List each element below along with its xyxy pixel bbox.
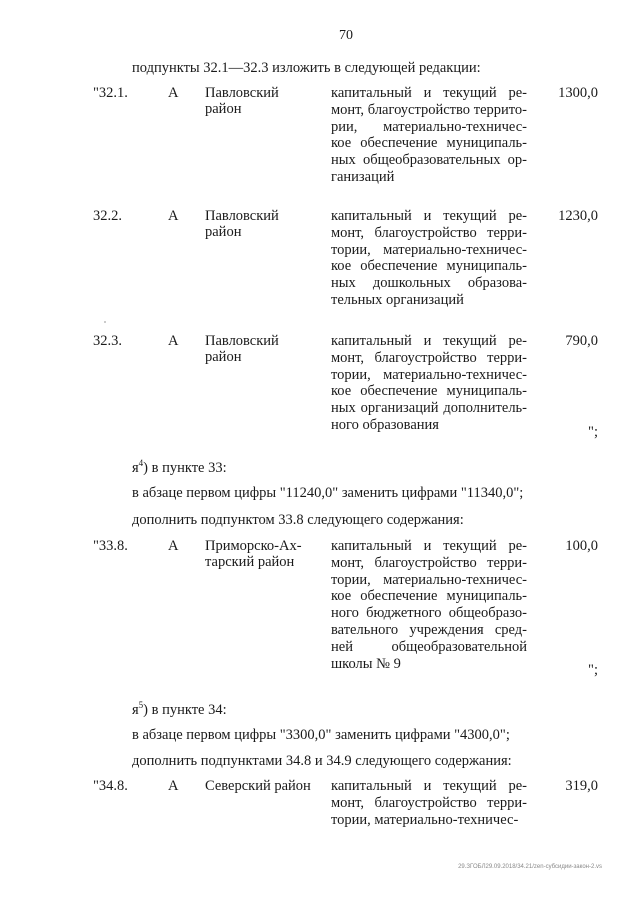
row-amount: 100,0: [565, 538, 598, 554]
section-34-line2: дополнить подпунктами 34.8 и 34.9 следующего содержания:: [132, 753, 512, 769]
description-line: монт, благоустройство терри-: [331, 349, 527, 366]
row-district: [205, 538, 302, 570]
heading-sup: 4: [138, 458, 144, 468]
description-line: кое обеспечение муниципаль-: [331, 383, 527, 400]
district-line: тарский район: [205, 554, 295, 570]
description-line: тории, материально-техничес-: [331, 366, 527, 383]
district-line: район: [205, 101, 242, 117]
row-district: [205, 85, 279, 117]
description-line: ганизаций: [331, 168, 395, 185]
description-line: монт, благоустройство терри-: [331, 224, 527, 241]
row-number: "33.8.: [93, 538, 128, 554]
section-33-line2: дополнить подпунктом 33.8 следующего содержания:: [132, 512, 464, 528]
page-number: 70: [339, 28, 353, 43]
row-amount: 1230,0: [558, 208, 598, 224]
row-district: [205, 208, 279, 240]
description-line: тельных организаций: [331, 291, 464, 308]
row-number: 32.2.: [93, 208, 122, 224]
row-description: [331, 538, 527, 672]
heading-letter: я: [132, 701, 139, 718]
district-line: Павловский: [205, 333, 279, 349]
description-line: монт, благоустройство террито-: [331, 101, 527, 118]
description-line: капитальный и текущий ре-: [331, 778, 527, 794]
row-amount: 319,0: [565, 778, 598, 794]
row-number: 32.3.: [93, 333, 122, 349]
intro-paragraph: подпункты 32.1—32.3 изложить в следующей редакции:: [132, 60, 481, 76]
description-line: ного образования: [331, 416, 439, 433]
row-category: А: [168, 538, 179, 554]
row-description: [331, 333, 527, 434]
row-amount: 790,0: [565, 333, 598, 349]
description-line: вательного учреждения сред-: [331, 621, 527, 638]
description-line: капитальный и текущий ре-: [331, 538, 527, 554]
district-line: Павловский: [205, 85, 279, 101]
description-line: монт, благоустройство терри-: [331, 554, 527, 571]
row-category: А: [168, 778, 179, 794]
row-amount: 1300,0: [558, 85, 598, 101]
row-description: [331, 85, 527, 186]
row-category: А: [168, 208, 179, 224]
description-line: капитальный и текущий ре-: [331, 85, 527, 101]
row-district: [205, 333, 279, 365]
row-district: [205, 778, 311, 794]
heading-rest: ) в пункте 33:: [143, 459, 227, 476]
closing-quote: ";: [588, 424, 598, 440]
district-line: Приморско-Ах-: [205, 538, 302, 554]
description-line: тории, материально-техничес-: [331, 811, 519, 828]
section-33-heading: [132, 458, 227, 477]
description-line: капитальный и текущий ре-: [331, 333, 527, 349]
row-number: "34.8.: [93, 778, 128, 794]
description-line: монт, благоустройство терри-: [331, 794, 527, 811]
row-category: А: [168, 85, 179, 101]
description-line: ного бюджетного общеобразо-: [331, 605, 527, 622]
scan-speck: [104, 321, 106, 323]
row-category: А: [168, 333, 179, 349]
heading-rest: ) в пункте 34:: [143, 701, 227, 718]
row-description: [331, 778, 527, 828]
description-line: ней общеобразовательной: [331, 638, 527, 655]
description-line: тории, материально-техничес-: [331, 241, 527, 258]
heading-sup: 5: [138, 700, 144, 710]
description-line: ных организаций дополнитель-: [331, 400, 527, 417]
description-line: кое обеспечение муниципаль-: [331, 258, 527, 275]
section-34-heading: [132, 700, 227, 719]
district-line: Северский район: [205, 778, 311, 794]
district-line: район: [205, 224, 242, 240]
section-33-line1: в абзаце первом цифры "11240,0" заменить цифрами "11340,0";: [132, 485, 524, 501]
district-line: район: [205, 349, 242, 365]
description-line: капитальный и текущий ре-: [331, 208, 527, 224]
footer-file-path: 29.ЗГОБЛ29.09.2018/34.21/zen-субсидии-закон-2.vs: [458, 864, 602, 870]
description-line: тории, материально-техничес-: [331, 571, 527, 588]
heading-letter: я: [132, 459, 139, 476]
description-line: рии, материально-техничес-: [331, 118, 527, 135]
row-description: [331, 208, 527, 309]
description-line: ных общеобразовательных ор-: [331, 152, 527, 169]
description-line: кое обеспечение муниципаль-: [331, 135, 527, 152]
row-number: "32.1.: [93, 85, 128, 101]
description-line: ных дошкольных образова-: [331, 275, 527, 292]
closing-quote: ";: [588, 662, 598, 678]
description-line: школы № 9: [331, 655, 401, 672]
district-line: Павловский: [205, 208, 279, 224]
section-34-line1: в абзаце первом цифры "3300,0" заменить цифрами "4300,0";: [132, 727, 510, 743]
description-line: кое обеспечение муниципаль-: [331, 588, 527, 605]
